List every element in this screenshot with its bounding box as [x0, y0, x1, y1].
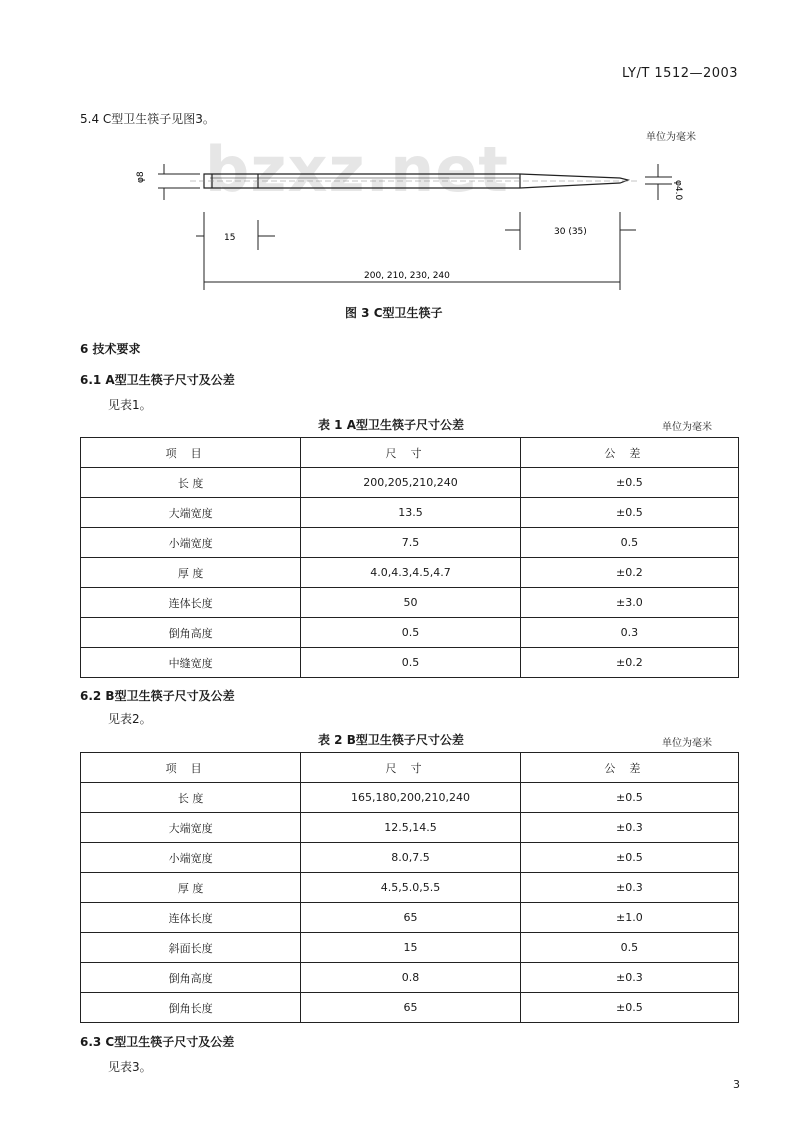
cell-size: 7.5 [301, 528, 521, 558]
left-thickness-dimension [158, 164, 200, 200]
cell-size: 12.5,14.5 [301, 813, 521, 843]
cell-size: 8.0,7.5 [301, 843, 521, 873]
table-1-unit: 单位为毫米 [662, 422, 712, 433]
table-row [81, 498, 739, 528]
dim-total-label: 200, 210, 230, 240 [364, 271, 450, 281]
watermark: bzxz.net [205, 133, 509, 206]
section-6-title: 6 技术要求 [80, 342, 141, 356]
cell-tolerance: 0.3 [520, 618, 738, 648]
cell-item: 中缝宽度 [81, 648, 301, 678]
header-size: 尺寸 [301, 753, 521, 783]
section-6-2-title: 6.2 B型卫生筷子尺寸及公差 [80, 689, 235, 703]
cell-item: 连体长度 [81, 588, 301, 618]
cell-size: 0.8 [301, 963, 521, 993]
table-row [81, 993, 739, 1023]
table-row [81, 873, 739, 903]
table-row [81, 648, 739, 678]
table-2 [80, 752, 739, 1023]
cell-size: 4.5,5.0,5.5 [301, 873, 521, 903]
dim-left-label: φ8 [136, 171, 146, 183]
table-row [81, 618, 739, 648]
cell-item: 厚 度 [81, 558, 301, 588]
cell-size: 4.0,4.3,4.5,4.7 [301, 558, 521, 588]
section-6-1-title: 6.1 A型卫生筷子尺寸及公差 [80, 373, 235, 387]
figure-3-drawing [0, 150, 800, 295]
cell-item: 倒角高度 [81, 618, 301, 648]
table-row [81, 558, 739, 588]
table-2-unit: 单位为毫米 [662, 738, 712, 749]
table-row [81, 903, 739, 933]
table-row [81, 528, 739, 558]
cell-tolerance: ±1.0 [520, 903, 738, 933]
cell-tolerance: ±0.3 [520, 963, 738, 993]
cell-size: 0.5 [301, 648, 521, 678]
section-6-2-ref: 见表2。 [108, 712, 152, 726]
cell-tolerance: ±0.5 [520, 468, 738, 498]
cell-tolerance: ±0.3 [520, 813, 738, 843]
dim-15-label: 15 [224, 233, 236, 243]
dim-right-label: φ4.0 [673, 180, 683, 201]
cell-size: 200,205,210,240 [301, 468, 521, 498]
cell-item: 大端宽度 [81, 813, 301, 843]
cell-tolerance: ±0.3 [520, 873, 738, 903]
cell-size: 15 [301, 933, 521, 963]
section-5-4-text: 5.4 C型卫生筷子见图3。 [80, 112, 215, 126]
cell-tolerance: ±0.2 [520, 558, 738, 588]
section-6-3-title: 6.3 C型卫生筷子尺寸及公差 [80, 1035, 235, 1049]
cell-item: 厚 度 [81, 873, 301, 903]
dim-30-label: 30 (35) [554, 227, 587, 237]
cell-size: 0.5 [301, 618, 521, 648]
table-row [81, 963, 739, 993]
cell-size: 65 [301, 993, 521, 1023]
table-row [81, 933, 739, 963]
cell-item: 长 度 [81, 783, 301, 813]
cell-size: 13.5 [301, 498, 521, 528]
cell-item: 斜面长度 [81, 933, 301, 963]
cell-size: 165,180,200,210,240 [301, 783, 521, 813]
cell-size: 50 [301, 588, 521, 618]
table-1 [80, 437, 739, 678]
cell-tolerance: ±3.0 [520, 588, 738, 618]
cell-tolerance: ±0.5 [520, 993, 738, 1023]
cell-tolerance: ±0.5 [520, 498, 738, 528]
header-tolerance: 公差 [520, 753, 738, 783]
table-2-caption: 表 2 B型卫生筷子尺寸公差 [318, 733, 464, 747]
table-row [81, 588, 739, 618]
right-tip-dimension [645, 164, 672, 200]
cell-size: 65 [301, 903, 521, 933]
cell-item: 倒角高度 [81, 963, 301, 993]
header-item: 项目 [81, 438, 301, 468]
figure-unit-label: 单位为毫米 [646, 132, 696, 143]
cell-item: 倒角长度 [81, 993, 301, 1023]
table-header-row [81, 753, 739, 783]
standard-number: LY/T 1512—2003 [622, 66, 739, 81]
header-tolerance: 公差 [520, 438, 738, 468]
table-row [81, 843, 739, 873]
figure-3-caption: 图 3 C型卫生筷子 [345, 306, 443, 320]
table-row [81, 468, 739, 498]
cell-item: 长 度 [81, 468, 301, 498]
cell-item: 小端宽度 [81, 528, 301, 558]
cell-tolerance: 0.5 [520, 933, 738, 963]
section-6-3-ref: 见表3。 [108, 1060, 152, 1074]
table-header-row [81, 438, 739, 468]
header-item: 项目 [81, 753, 301, 783]
cell-item: 连体长度 [81, 903, 301, 933]
cell-item: 小端宽度 [81, 843, 301, 873]
table-row [81, 783, 739, 813]
header-size: 尺寸 [301, 438, 521, 468]
table-row [81, 813, 739, 843]
cell-item: 大端宽度 [81, 498, 301, 528]
cell-tolerance: ±0.5 [520, 843, 738, 873]
section-6-1-ref: 见表1。 [108, 398, 152, 412]
cell-tolerance: 0.5 [520, 528, 738, 558]
table-1-caption: 表 1 A型卫生筷子尺寸公差 [318, 418, 464, 432]
page-number: 3 [733, 1078, 740, 1091]
cell-tolerance: ±0.5 [520, 783, 738, 813]
cell-tolerance: ±0.2 [520, 648, 738, 678]
